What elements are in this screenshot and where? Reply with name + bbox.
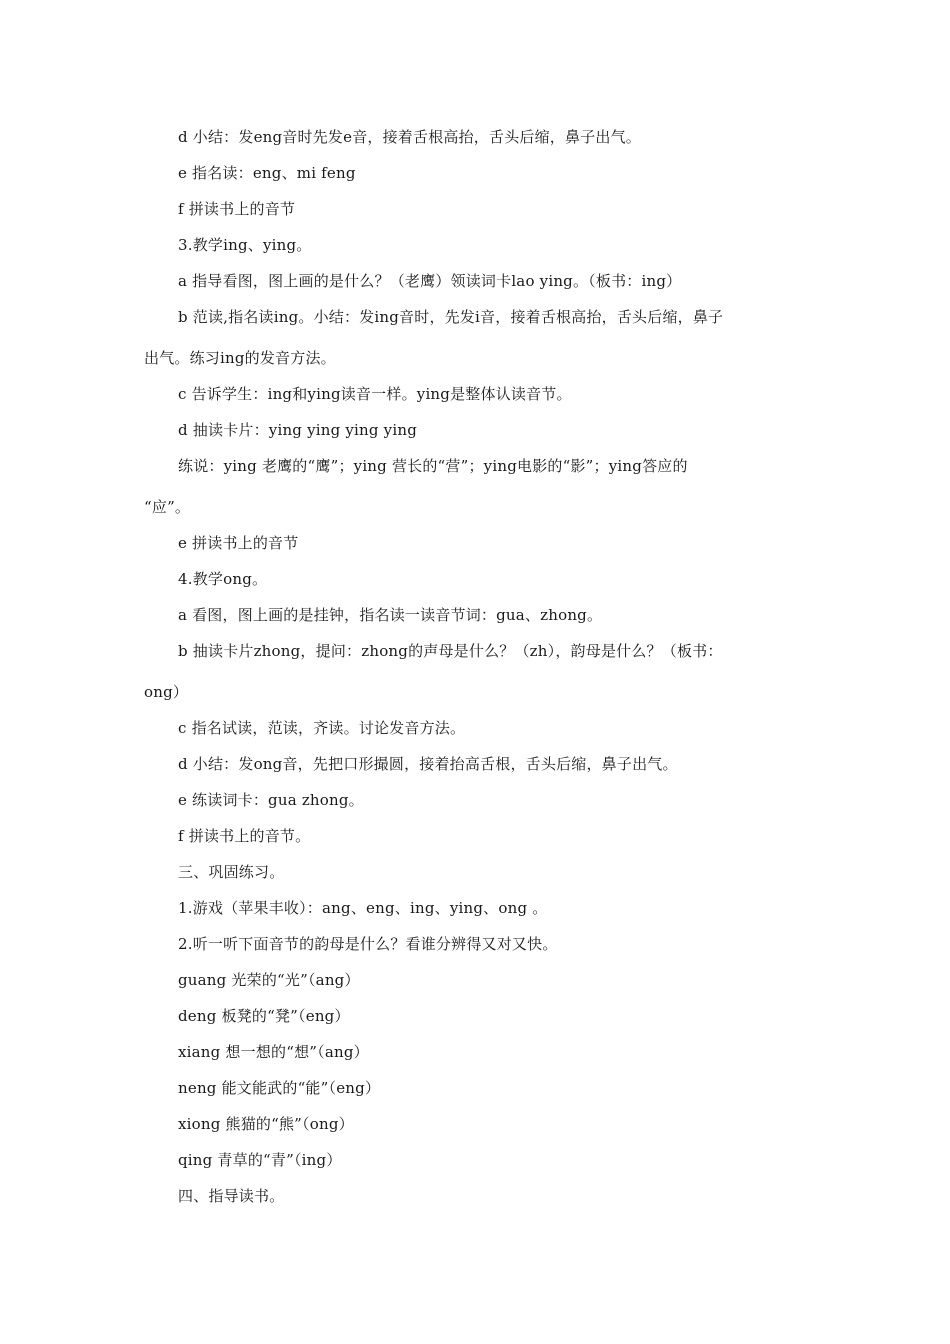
text-line: d 小结：发eng音时先发e音，接着舌根高抬，舌头后缩，鼻子出气。 xyxy=(178,128,641,146)
text-line-continuation: ong） xyxy=(144,683,189,701)
section-heading: 三、巩固练习。 xyxy=(178,863,285,881)
text-line: a 看图，图上画的是挂钟，指名读一读音节词：gua、zhong。 xyxy=(178,606,603,624)
text-line-continuation: “应”。 xyxy=(144,498,191,516)
text-line: b 抽读卡片zhong，提问：zhong的声母是什么？（zh），韵母是什么？（板书： xyxy=(178,642,723,660)
text-line: neng 能文能武的“能”（eng） xyxy=(178,1079,381,1097)
text-line: 练说：ying 老鹰的“鹰”；ying 营长的“营”；ying电影的“影”；ying答应的 xyxy=(178,457,688,475)
text-line: f 拼读书上的音节 xyxy=(178,200,296,218)
text-line: xiong 熊猫的“熊”（ong） xyxy=(178,1115,354,1133)
text-line: d 抽读卡片：ying ying ying ying xyxy=(178,421,418,439)
text-line: guang 光荣的“光”（ang） xyxy=(178,971,360,989)
text-line: c 指名试读，范读，齐读。讨论发音方法。 xyxy=(178,719,466,737)
section-heading: 四、指导读书。 xyxy=(178,1187,285,1205)
text-line: e 指名读：eng、mi feng xyxy=(178,164,356,182)
text-line-continuation: 出气。练习ing的发音方法。 xyxy=(144,349,336,367)
text-line: f 拼读书上的音节。 xyxy=(178,827,311,845)
text-line: deng 板凳的“凳”（eng） xyxy=(178,1007,350,1025)
text-line: e 练读词卡：gua zhong。 xyxy=(178,791,364,809)
text-line: 1.游戏（苹果丰收）：ang、eng、ing、ying、ong 。 xyxy=(178,899,548,917)
section-heading: 4.教学ong。 xyxy=(178,570,268,588)
text-line: d 小结：发ong音，先把口形撮圆，接着抬高舌根，舌头后缩，鼻子出气。 xyxy=(178,755,678,773)
text-line: 2.听一听下面音节的韵母是什么？看谁分辨得又对又快。 xyxy=(178,935,558,953)
text-line: e 拼读书上的音节 xyxy=(178,534,299,552)
text-line: qing 青草的“青”（ing） xyxy=(178,1151,342,1169)
text-line: c 告诉学生：ing和ying读音一样。ying是整体认读音节。 xyxy=(178,385,572,403)
text-line: a 指导看图，图上画的是什么？（老鹰）领读词卡lao ying。（板书：ing） xyxy=(178,272,682,290)
section-heading: 3.教学ing、ying。 xyxy=(178,236,312,254)
text-line: xiang 想一想的“想”（ang） xyxy=(178,1043,369,1061)
text-line: b 范读,指名读ing。小结：发ing音时，先发i音，接着舌根高抬，舌头后缩，鼻子 xyxy=(178,308,724,326)
